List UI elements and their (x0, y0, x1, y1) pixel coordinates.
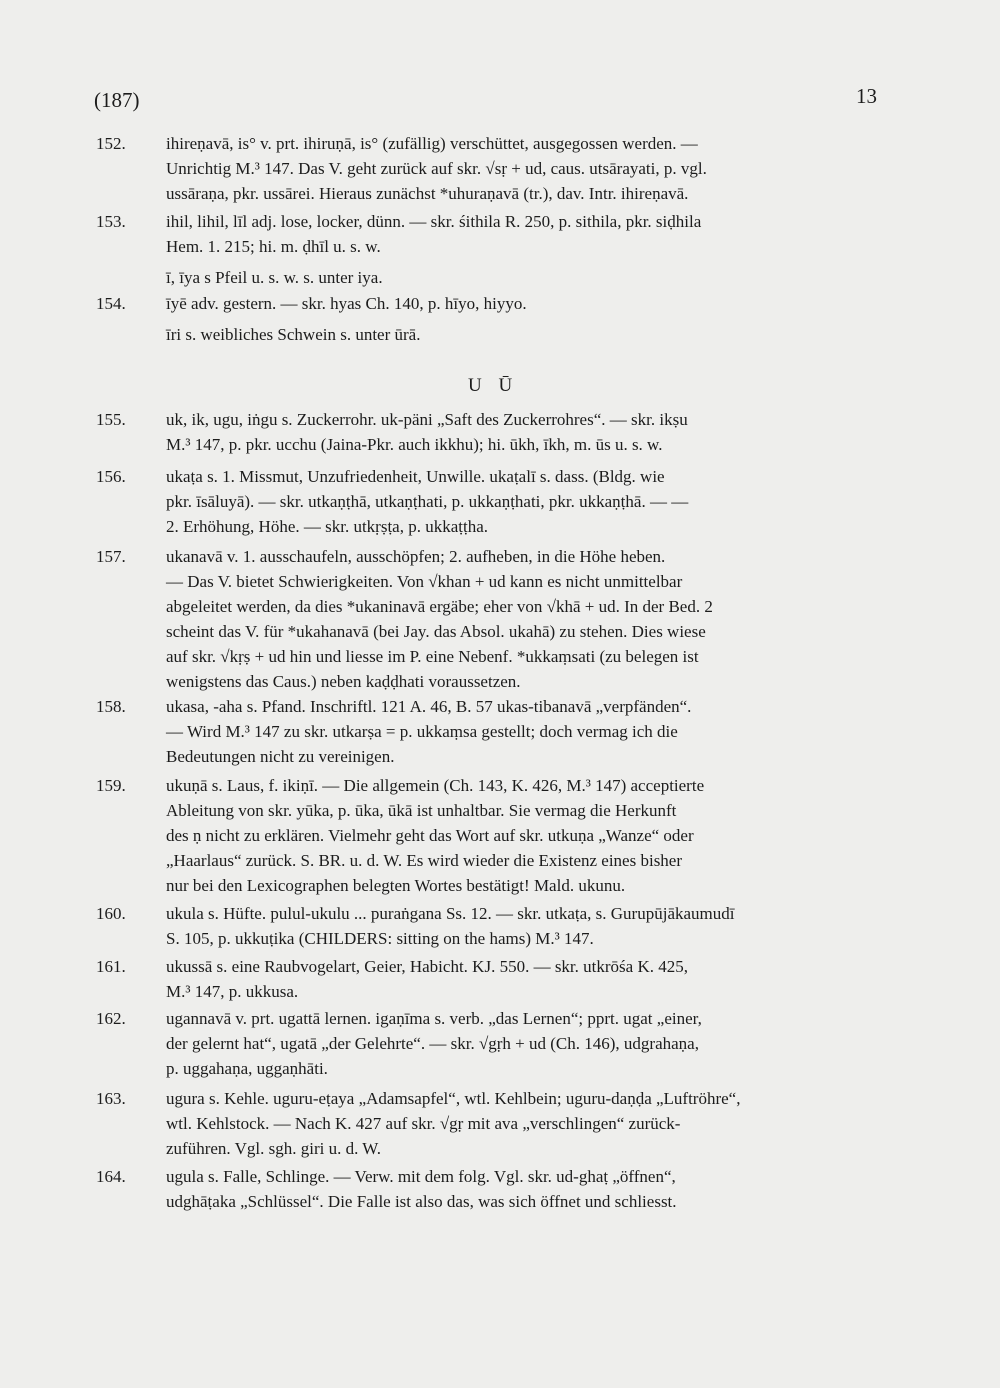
entry-text: ugannavā v. prt. ugattā lernen. igaṇīma s. verb. „das Lernen“; pprt. ugat „einer, (166, 1009, 702, 1028)
entry-continuation-line (166, 1138, 381, 1160)
entry-text: pkr. īsāluyā). — skr. utkaṇṭhā, utkaṇṭhati, p. ukkaṇṭhati, pkr. ukkaṇṭhā. — — (166, 492, 689, 511)
entry-first-line (96, 211, 701, 233)
entry-text: ihil, lihil, līl adj. lose, locker, dünn. — skr. śithila R. 250, p. sithila, pkr. siḍhila (166, 212, 702, 231)
entry-text: — Das V. bietet Schwierigkeiten. Von √khan + ud kann es nicht unmittelbar (166, 572, 683, 591)
entry-first-line (96, 409, 688, 431)
entry-continuation-line (166, 236, 381, 258)
entry-text: ukanavā v. 1. ausschaufeln, ausschöpfen; 2. aufheben, in die Höhe heben. (166, 547, 666, 566)
entry-continuation-line (166, 981, 298, 1003)
entry-first-line (96, 1008, 702, 1030)
entry-continuation-line (166, 646, 699, 668)
entry-text: zuführen. Vgl. sgh. giri u. d. W. (166, 1139, 382, 1158)
entry-text: Bedeutungen nicht zu vereinigen. (166, 747, 395, 766)
entry-text: „Haarlaus“ zurück. S. BR. u. d. W. Es wird wieder die Existenz eines bisher (166, 851, 683, 870)
entry-number: 164. (96, 1167, 126, 1186)
entry-continuation-line (166, 850, 682, 872)
entry-continuation-line (166, 671, 521, 693)
entry-text: īyē adv. gestern. — skr. hyas Ch. 140, p. hīyo, hiyyo. (166, 294, 527, 313)
entry-number: 152. (96, 134, 126, 153)
entry-continuation-line (166, 746, 394, 768)
entry-first-line (96, 133, 698, 155)
entry-text: scheint das V. für *ukahanavā (bei Jay. das Absol. ukahā) zu stehen. Dies wiese (166, 622, 706, 641)
entry-first-line (96, 775, 704, 797)
section-heading: U Ū (468, 375, 519, 396)
entry-first-line (96, 324, 420, 346)
entry-continuation-line (166, 825, 694, 847)
entry-first-line (96, 267, 383, 289)
entry-text: udghāṭaka „Schlüssel“. Die Falle ist also das, was sich öffnet und schliesst. (166, 1192, 677, 1211)
entry-continuation-line (166, 491, 688, 513)
entry-number: 160. (96, 904, 126, 923)
entry-number: 158. (96, 697, 126, 716)
entry-continuation-line (166, 621, 706, 643)
entry-number: 154. (96, 294, 126, 313)
entry-continuation-line (166, 158, 707, 180)
entry-number: 155. (96, 410, 126, 429)
entry-first-line (96, 1088, 740, 1110)
entry-continuation-line (166, 1033, 699, 1055)
entry-continuation-line (166, 875, 625, 897)
entry-continuation-line (166, 800, 676, 822)
entry-number: 163. (96, 1089, 126, 1108)
entry-first-line (96, 1166, 676, 1188)
entry-text: ugula s. Falle, Schlinge. — Verw. mit dem folg. Vgl. skr. ud-ghaṭ „öffnen“, (166, 1167, 676, 1186)
entry-text: ukaṭa s. 1. Missmut, Unzufriedenheit, Unwille. ukaṭalī s. dass. (Bldg. wie (166, 467, 665, 486)
entry-continuation-line (166, 571, 682, 593)
entry-text: uk, ik, ugu, iṅgu s. Zuckerrohr. uk-päni „Saft des Zuckerrohres“. — skr. ikṣu (166, 410, 688, 429)
entry-first-line (96, 293, 527, 315)
entry-continuation-line (166, 721, 678, 743)
entry-continuation-line (166, 1058, 328, 1080)
entry-continuation-line (166, 928, 594, 950)
entry-text: des ṇ nicht zu erklären. Vielmehr geht das Wort auf skr. utkuṇa „Wanze“ oder (166, 826, 694, 845)
entry-text: abgeleitet werden, da dies *ukaninavā ergäbe; eher von √khā + ud. In der Bed. 2 (166, 597, 713, 616)
entry-text: ihireṇavā, is° v. prt. ihiruṇā, is° (zufällig) verschüttet, ausgegossen werden. — (166, 134, 698, 153)
entry-text: ugura s. Kehle. uguru-eṭaya „Adamsapfel“, wtl. Kehlbein; uguru-daṇḍa „Luftröhre“, (166, 1089, 741, 1108)
entry-first-line (96, 956, 688, 978)
entry-text: nur bei den Lexicographen belegten Wortes bestätigt! Mald. ukunu. (166, 876, 626, 895)
entry-text: — Wird M.³ 147 zu skr. utkarṣa = p. ukkaṃsa gestellt; doch vermag ich die (166, 722, 678, 741)
entry-text: p. uggahaṇa, uggaṇhāti. (166, 1059, 328, 1078)
entry-text: wenigstens das Caus.) neben kaḍḍhati voraussetzen. (166, 672, 521, 691)
entry-text: 2. Erhöhung, Höhe. — skr. utkṛṣṭa, p. ukkaṭṭha. (166, 517, 489, 536)
entry-text: der gelernt hat“, ugatā „der Gelehrte“. — skr. √gṛh + ud (Ch. 146), udgrahaṇa, (166, 1034, 699, 1053)
page-number: 13 (856, 84, 877, 108)
entry-text: wtl. Kehlstock. — Nach K. 427 auf skr. √gṛ mit ava „verschlingen“ zurück- (166, 1114, 681, 1133)
entry-first-line (96, 696, 691, 718)
entry-first-line (96, 466, 665, 488)
page-header-chapter: (187) (94, 88, 140, 112)
entry-text: M.³ 147, p. pkr. ucchu (Jaina-Pkr. auch ikkhu); hi. ūkh, īkh, m. ūs u. s. w. (166, 435, 663, 454)
entry-text: S. 105, p. ukkuṭika (CHILDERS: sitting on the hams) M.³ 147. (166, 929, 594, 948)
entry-number: 161. (96, 957, 126, 976)
entry-first-line (96, 546, 665, 568)
entry-continuation-line (166, 516, 488, 538)
entry-continuation-line (166, 434, 662, 456)
entry-number: 159. (96, 776, 126, 795)
entry-continuation-line (166, 183, 688, 205)
entry-number: 156. (96, 467, 126, 486)
entry-text: M.³ 147, p. ukkusa. (166, 982, 299, 1001)
entry-number: 153. (96, 212, 126, 231)
entry-text: auf skr. √kṛṣ + ud hin und liesse im P. eine Nebenf. *ukkaṃsati (zu belegen ist (166, 647, 699, 666)
entry-text: ukula s. Hüfte. pulul-ukulu ... puraṅgana Ss. 12. — skr. utkaṭa, s. Gurupūjākaumudī (166, 904, 735, 923)
entry-text: Unrichtig M.³ 147. Das V. geht zurück auf skr. √sṛ + ud, caus. utsārayati, p. vgl. (166, 159, 707, 178)
entry-text: Ableitung von skr. yūka, p. ūka, ūkā ist unhaltbar. Sie vermag die Herkunft (166, 801, 677, 820)
entry-continuation-line (166, 1191, 677, 1213)
entry-continuation-line (166, 596, 713, 618)
entry-text: īri s. weibliches Schwein s. unter ūrā. (166, 325, 421, 344)
entry-text: ukasa, -aha s. Pfand. Inschriftl. 121 A. 46, B. 57 ukas-tibanavā „verpfänden“. (166, 697, 692, 716)
entry-number: 157. (96, 547, 126, 566)
entry-text: Hem. 1. 215; hi. m. ḍhīl u. s. w. (166, 237, 381, 256)
entry-text: ukussā s. eine Raubvogelart, Geier, Habicht. KJ. 550. — skr. utkrōśa K. 425, (166, 957, 688, 976)
entry-number: 162. (96, 1009, 126, 1028)
entry-text: ussāraṇa, pkr. ussārei. Hieraus zunächst *uhuraṇavā (tr.), dav. Intr. ihireṇavā. (166, 184, 689, 203)
entry-text: ī, īya s Pfeil u. s. w. s. unter iya. (166, 268, 383, 287)
entry-continuation-line (166, 1113, 680, 1135)
entry-text: ukuṇā s. Laus, f. ikiṇī. — Die allgemein (Ch. 143, K. 426, M.³ 147) acceptierte (166, 776, 705, 795)
entry-first-line (96, 903, 734, 925)
